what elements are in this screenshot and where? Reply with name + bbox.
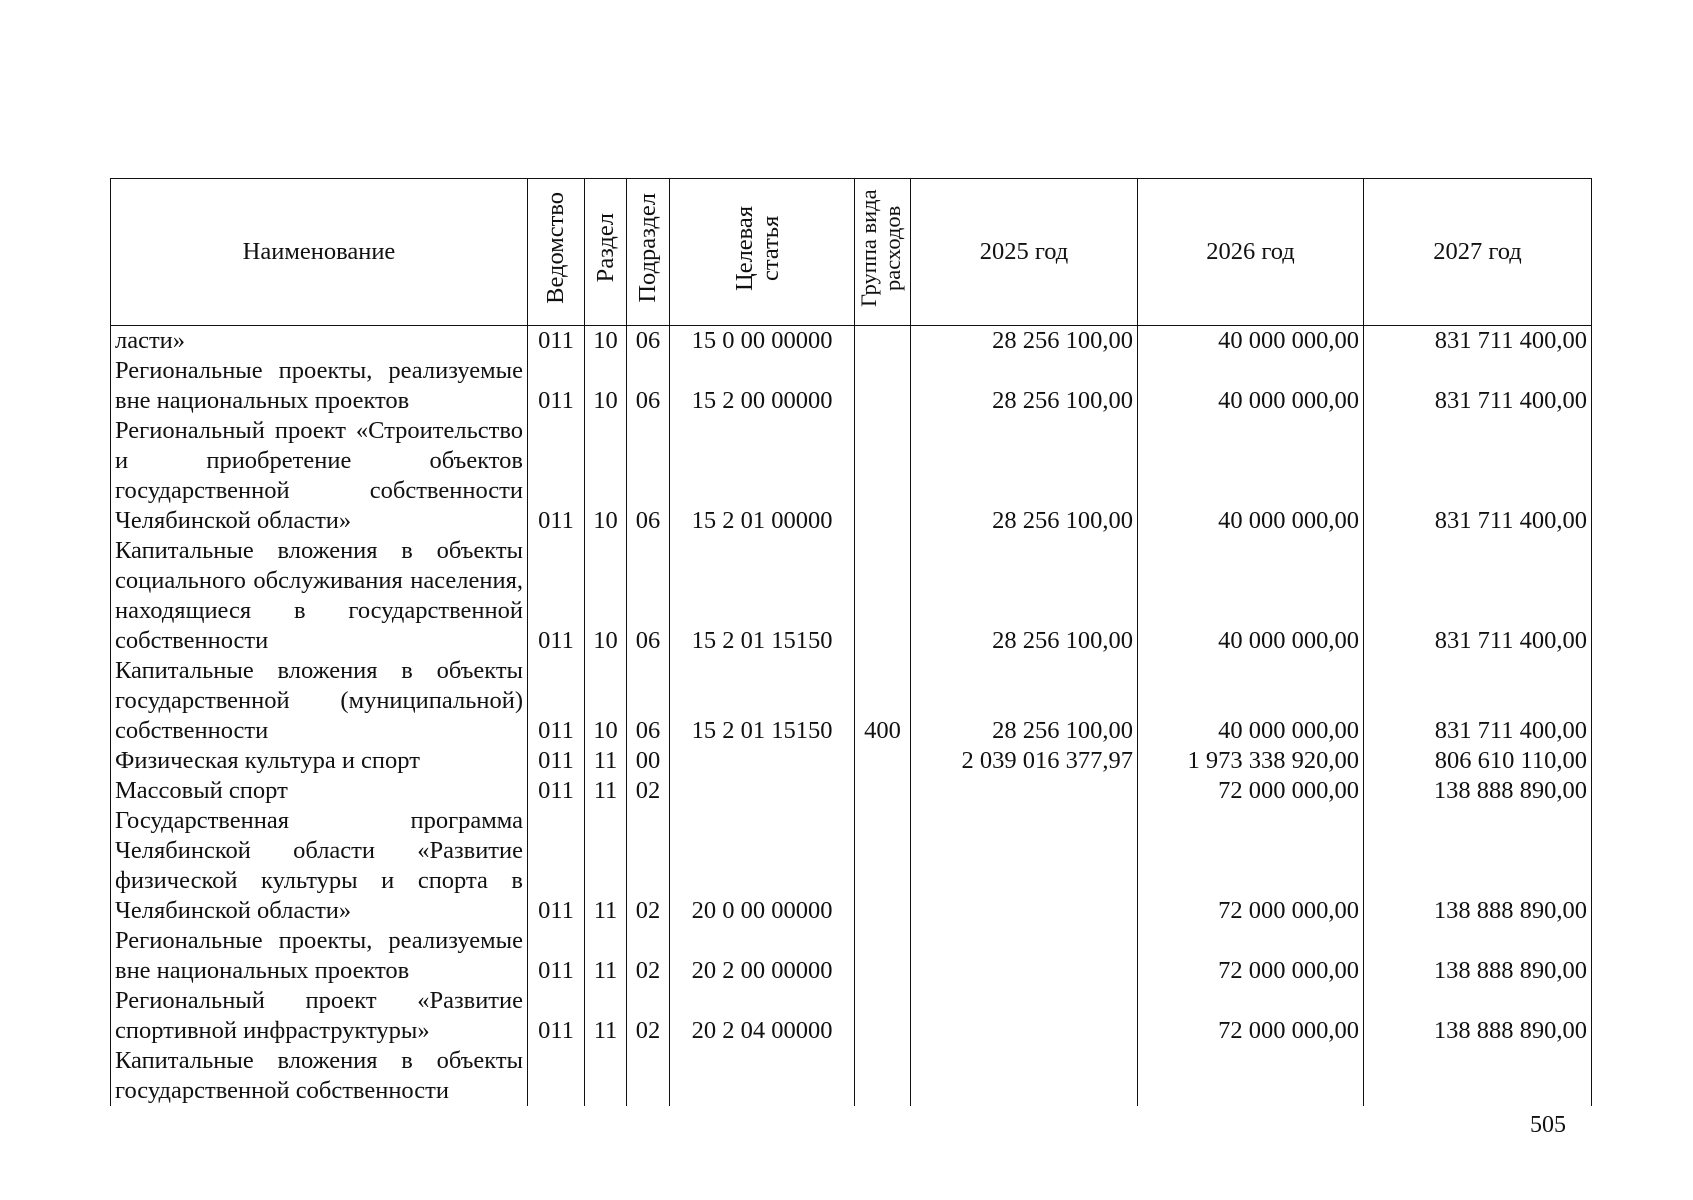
row-celevaya-statya: 20 0 00 00000 (670, 806, 855, 926)
row-podrazdel: 06 (627, 326, 670, 357)
row-celevaya-statya: 15 2 00 00000 (670, 356, 855, 416)
row-name: Региональные проекты, реализуемые вне национальных проектов (111, 926, 528, 986)
row-2025: 2 039 016 377,97 (911, 746, 1138, 776)
row-gruppa (855, 746, 911, 776)
header-razdel: Раздел (585, 179, 627, 326)
row-name: Капитальные вложения в объекты государственной (муниципальной) собственности (111, 656, 528, 746)
row-gruppa (855, 536, 911, 656)
header-2027: 2027 год (1364, 179, 1592, 326)
header-vedomstvo: Ведомство (528, 179, 585, 326)
table-row (111, 926, 1592, 986)
row-celevaya-statya (670, 746, 855, 776)
table-row (111, 416, 1592, 536)
row-2025: 28 256 100,00 (911, 326, 1138, 357)
row-gruppa (855, 776, 911, 806)
row-2027 (1364, 1046, 1592, 1106)
row-gruppa (855, 416, 911, 536)
row-vedomstvo: 011 (528, 986, 585, 1046)
row-podrazdel: 02 (627, 776, 670, 806)
row-2027: 138 888 890,00 (1364, 986, 1592, 1046)
row-2026: 40 000 000,00 (1138, 536, 1364, 656)
row-razdel: 11 (585, 926, 627, 986)
row-2027: 138 888 890,00 (1364, 926, 1592, 986)
row-razdel: 10 (585, 326, 627, 357)
budget-table (110, 178, 1592, 1106)
row-celevaya-statya: 15 2 01 15150 (670, 536, 855, 656)
row-vedomstvo: 011 (528, 356, 585, 416)
row-name: Физическая культура и спорт (111, 746, 528, 776)
table-row (111, 1046, 1592, 1106)
row-celevaya-statya: 20 2 00 00000 (670, 926, 855, 986)
row-podrazdel: 06 (627, 416, 670, 536)
row-2027: 138 888 890,00 (1364, 776, 1592, 806)
row-2025 (911, 776, 1138, 806)
table-row (111, 776, 1592, 806)
row-2027: 831 711 400,00 (1364, 536, 1592, 656)
row-vedomstvo: 011 (528, 746, 585, 776)
row-podrazdel (627, 1046, 670, 1106)
table-row (111, 536, 1592, 656)
table-row (111, 656, 1592, 746)
row-2026: 72 000 000,00 (1138, 986, 1364, 1046)
row-2026: 1 973 338 920,00 (1138, 746, 1364, 776)
row-celevaya-statya: 15 2 01 15150 (670, 656, 855, 746)
row-gruppa: 400 (855, 656, 911, 746)
row-name: Капитальные вложения в объекты государственной собственности (111, 1046, 528, 1106)
row-gruppa (855, 356, 911, 416)
row-2025: 28 256 100,00 (911, 536, 1138, 656)
table-row (111, 326, 1592, 357)
row-2026: 40 000 000,00 (1138, 416, 1364, 536)
row-celevaya-statya: 20 2 04 00000 (670, 986, 855, 1046)
table-header (111, 179, 1592, 326)
row-podrazdel: 06 (627, 356, 670, 416)
page-number: 505 (1530, 1112, 1566, 1138)
header-2026: 2026 год (1138, 179, 1364, 326)
row-podrazdel: 02 (627, 986, 670, 1046)
row-gruppa (855, 806, 911, 926)
header-2025: 2025 год (911, 179, 1138, 326)
row-gruppa (855, 1046, 911, 1106)
row-2026: 72 000 000,00 (1138, 806, 1364, 926)
row-celevaya-statya: 15 2 01 00000 (670, 416, 855, 536)
header-gruppa-vida-rashodov: Группа вида расходов (855, 179, 911, 326)
row-razdel: 10 (585, 416, 627, 536)
row-name: Государственная программа Челябинской области «Развитие физической культуры и спорта в Челябинской области» (111, 806, 528, 926)
row-2027: 831 711 400,00 (1364, 326, 1592, 357)
row-2025 (911, 926, 1138, 986)
row-name: Региональный проект «Развитие спортивной инфраструктуры» (111, 986, 528, 1046)
row-razdel: 11 (585, 746, 627, 776)
row-podrazdel: 00 (627, 746, 670, 776)
header-podrazdel: Подраздел (627, 179, 670, 326)
row-2025: 28 256 100,00 (911, 656, 1138, 746)
row-2025 (911, 806, 1138, 926)
row-name: ласти» (111, 326, 528, 357)
row-vedomstvo: 011 (528, 806, 585, 926)
row-vedomstvo: 011 (528, 776, 585, 806)
row-2025 (911, 986, 1138, 1046)
row-2025: 28 256 100,00 (911, 416, 1138, 536)
row-gruppa (855, 986, 911, 1046)
row-name: Капитальные вложения в объекты социального обслуживания населения, находящиеся в государственной собственности (111, 536, 528, 656)
table-body (111, 326, 1592, 1107)
row-name: Региональный проект «Строительство и приобретение объектов государственной собственности Челябинской области» (111, 416, 528, 536)
table-row (111, 986, 1592, 1046)
row-2026: 72 000 000,00 (1138, 926, 1364, 986)
row-vedomstvo: 011 (528, 416, 585, 536)
row-2026 (1138, 1046, 1364, 1106)
row-2027: 831 711 400,00 (1364, 416, 1592, 536)
table-row (111, 746, 1592, 776)
header-celevaya-statya: Целевая статья (670, 179, 855, 326)
row-podrazdel: 02 (627, 806, 670, 926)
row-gruppa (855, 926, 911, 986)
row-vedomstvo: 011 (528, 656, 585, 746)
row-name: Массовый спорт (111, 776, 528, 806)
row-razdel: 11 (585, 806, 627, 926)
row-podrazdel: 06 (627, 536, 670, 656)
row-vedomstvo: 011 (528, 326, 585, 357)
row-razdel: 10 (585, 356, 627, 416)
row-celevaya-statya: 15 0 00 00000 (670, 326, 855, 357)
row-2027: 138 888 890,00 (1364, 806, 1592, 926)
row-razdel (585, 1046, 627, 1106)
row-razdel: 10 (585, 536, 627, 656)
row-2026: 72 000 000,00 (1138, 776, 1364, 806)
row-gruppa (855, 326, 911, 357)
row-celevaya-statya (670, 1046, 855, 1106)
row-2027: 831 711 400,00 (1364, 356, 1592, 416)
row-2027: 806 610 110,00 (1364, 746, 1592, 776)
row-2027: 831 711 400,00 (1364, 656, 1592, 746)
row-2025 (911, 1046, 1138, 1106)
row-vedomstvo: 011 (528, 536, 585, 656)
row-vedomstvo: 011 (528, 926, 585, 986)
row-celevaya-statya (670, 776, 855, 806)
row-razdel: 11 (585, 986, 627, 1046)
row-razdel: 11 (585, 776, 627, 806)
row-2026: 40 000 000,00 (1138, 326, 1364, 357)
row-2025: 28 256 100,00 (911, 356, 1138, 416)
row-podrazdel: 06 (627, 656, 670, 746)
row-2026: 40 000 000,00 (1138, 656, 1364, 746)
header-name: Наименование (111, 179, 528, 326)
row-vedomstvo (528, 1046, 585, 1106)
row-razdel: 10 (585, 656, 627, 746)
table-row (111, 356, 1592, 416)
row-name: Региональные проекты, реализуемые вне национальных проектов (111, 356, 528, 416)
row-podrazdel: 02 (627, 926, 670, 986)
table-row (111, 806, 1592, 926)
row-2026: 40 000 000,00 (1138, 356, 1364, 416)
